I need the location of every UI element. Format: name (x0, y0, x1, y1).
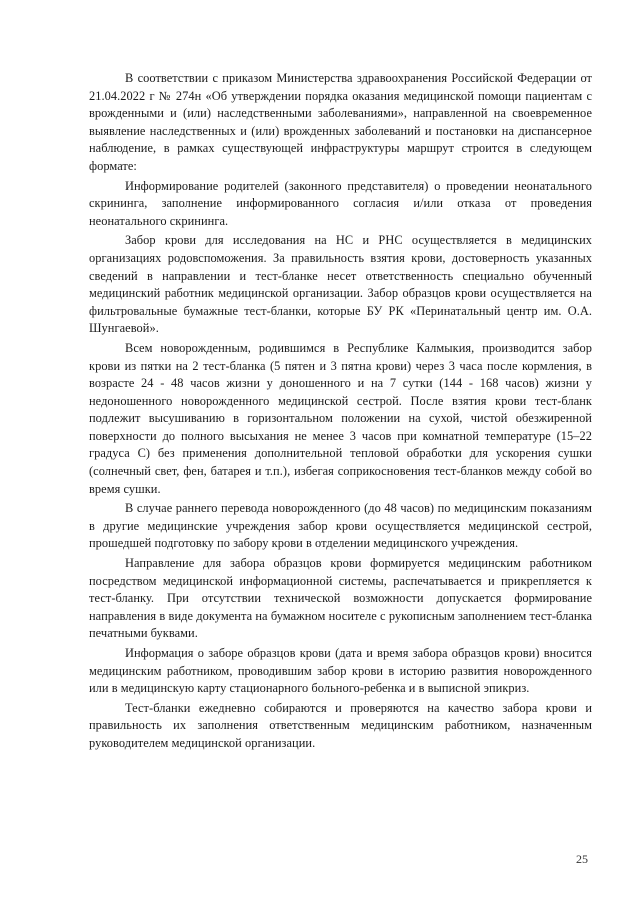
paragraph-blood-sampling: Забор крови для исследования на НС и РНС осуществляется в медицинских организациях родовспоможения. За правильность взятия крови, достоверность указанных сведений в направлении и тест-бланке несет ответственность специально обученный медицинский работник медицинской организации. Забор образцов крови осуществляется на фильтровальные бумажные тест-бланки, которые БУ РК «Перинатальный центр им. О.А. Шунгаевой». (89, 233, 592, 336)
paragraph-daily-check: Тест-бланки ежедневно собираются и проверяются на качество забора крови и правильность их заполнения ответственным медицинским работником, назначенным руководителем медицинской организации. (89, 700, 592, 750)
paragraph-parent-informing: Информирование родителей (законного представителя) о проведении неонатального скрининга, заполнение информированного согласия и/или отказа от проведения неонатального скрининга. (89, 178, 592, 228)
paragraph-order-reference: В соответствии с приказом Министерства здравоохранения Российской Федерации от 21.04.2022 г № 274н «Об утверждении порядка оказания медицинской помощи пациентам с врожденными и (или) наследственными заболеваниями», направленной на своевременное выявление наследственных и (или) врожденных заболеваний и постановки на диспансерное наблюдение, в рамках существующей инфраструктуры маршрут строится в следующем формате: (89, 71, 592, 173)
document-body (89, 70, 592, 753)
paragraph-referral: Направление для забора образцов крови формируется медицинским работником посредством медицинской информационной системы, распечатывается и прикрепляется к тест-бланку. При отсутствии технической возможности допускается формирование направления в виде документа на бумажном носителе с рукописным заполнением тест-бланка печатными буквами. (89, 556, 592, 641)
paragraph-sampling-info: Информация о заборе образцов крови (дата и время забора образцов крови) вносится медицинским работником, проводившим забор крови в историю развития новорожденного или в медицинскую карту стационарного больного-ребенка и в выписной эпикриз. (89, 646, 592, 696)
paragraph-early-transfer: В случае раннего перевода новорожденного (до 48 часов) по медицинским показаниям в другие медицинские учреждения забор крови осуществляется медицинской сестрой, прошедшей подготовку по забору крови в отделении медицинского учреждения. (89, 501, 592, 551)
page-number: 25 (576, 852, 588, 866)
paragraph-newborn-procedure: Всем новорожденным, родившимся в Республике Калмыкия, производится забор крови из пятки на 2 тест-бланка (5 пятен и 3 пятна крови) через 3 часа после кормления, в возрасте 24 - 48 часов жизни у доношенного и на 7 сутки (144 - 168 часов) жизни у недоношенного новорожденного медицинской сестрой. После взятия крови тест-бланк подлежит высушиванию в горизонтальном положении на сухой, чистой обезжиренной поверхности до полного высыхания не менее 3 часов при комнатной температуре (15–22 градуса С) без применения дополнительной тепловой обработки для ускорения сушки (солнечный свет, фен, батарея и т.п.), избегая соприкосновения тест-бланков между собой во время сушки. (89, 340, 592, 496)
